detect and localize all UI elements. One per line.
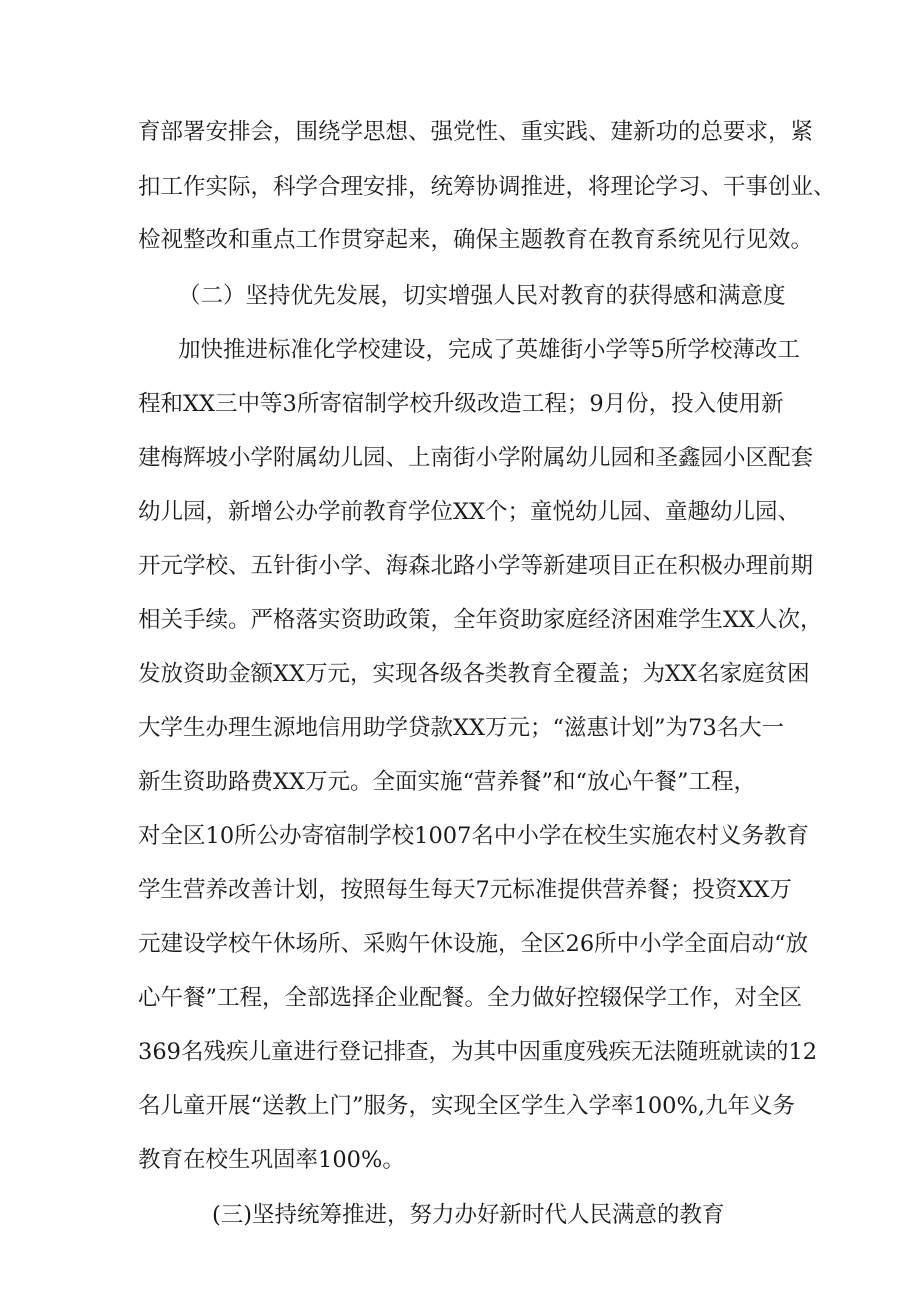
paragraph-2-line-14: 369名残疾儿童进行登记排查，为其中因重度残疾无法随班就读的12: [138, 1039, 818, 1065]
paragraph-2-line-9: 新生资助路费XX万元。全面实施“营养餐”和“放心午餐”工程，: [138, 769, 757, 795]
paragraph-2-line-12: 元建设学校午休场所、采购午休设施，全区26所中小学全面启动“放: [138, 931, 809, 957]
paragraph-2-line-2: 程和XX三中等3所寄宿制学校升级改造工程；9月份，投入使用新: [138, 391, 784, 417]
paragraph-2-line-8: 大学生办理生源地信用助学贷款XX万元；“滋惠计划”为73名大一: [138, 715, 785, 741]
paragraph-1-line-2: 扣工作实际，科学合理安排，统筹协调推进，将理论学习、干事创业、: [138, 174, 836, 200]
paragraph-2-line-15: 名儿童开展“送教上门”服务，实现全区学生入学率100%,九年义务: [138, 1093, 795, 1119]
paragraph-1-line-1: 育部署安排会，围绕学思想、强党性、重实践、建新功的总要求，紧: [138, 119, 814, 145]
paragraph-2-line-13: 心午餐”工程，全部选择企业配餐。全力做好控辍保学工作，对全区: [138, 985, 803, 1011]
paragraph-1-line-3: 检视整改和重点工作贯穿起来，确保主题教育在教育系统见行见效。: [138, 227, 814, 253]
paragraph-2-line-10: 对全区10所公办寄宿制学校1007名中小学在校生实施农村义务教育: [138, 823, 809, 849]
section-heading-3: (三)坚持统筹推进，努力办好新时代人民满意的教育: [212, 1202, 725, 1228]
section-heading-2: （二）坚持优先发展，切实增强人民对教育的获得感和满意度: [178, 283, 786, 309]
paragraph-2-line-7: 发放资助金额XX万元，实现各级各类教育全覆盖；为XX名家庭贫困: [138, 661, 810, 687]
paragraph-2-line-6: 相关手续。严格落实资助政策，全年资助家庭经济困难学生XX人次，: [138, 607, 823, 633]
paragraph-2-line-5: 开元学校、五针街小学、海森北路小学等新建项目正在积极办理前期: [138, 553, 814, 579]
paragraph-2-line-4: 幼儿园，新增公办学前教育学位XX个；童悦幼儿园、童趣幼儿园、: [138, 499, 801, 525]
paragraph-2-line-1: 加快推进标准化学校建设，完成了英雄街小学等5所学校薄改工: [178, 337, 800, 363]
paragraph-2-line-11: 学生营养改善计划，按照每生每天7元标准提供营养餐；投资XX万: [138, 877, 792, 903]
paragraph-2-line-16: 教育在校生巩固率100%。: [138, 1147, 405, 1173]
paragraph-2-line-3: 建梅辉坡小学附属幼儿园、上南街小学附属幼儿园和圣鑫园小区配套: [138, 445, 814, 471]
